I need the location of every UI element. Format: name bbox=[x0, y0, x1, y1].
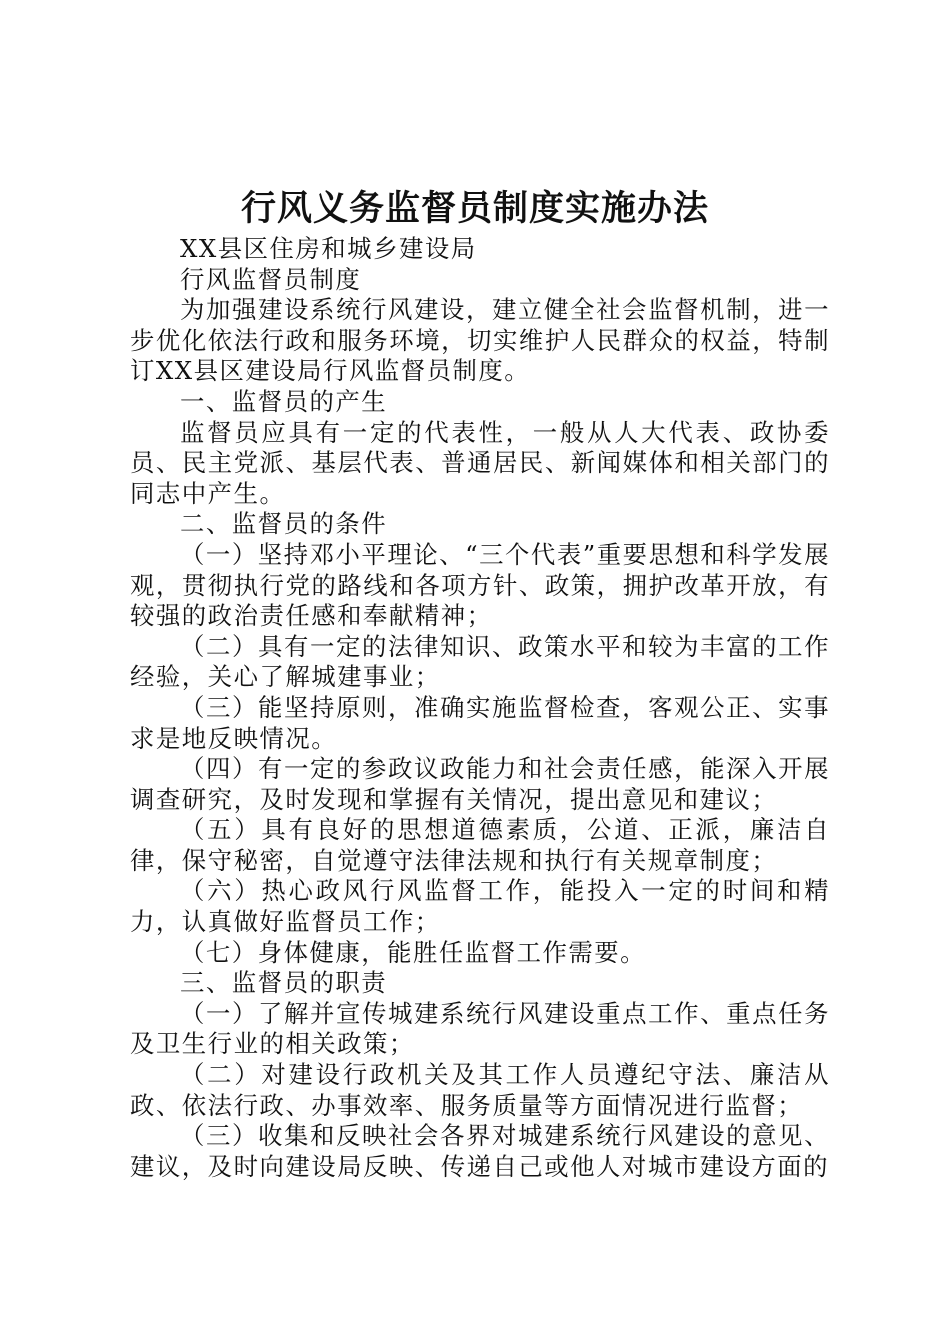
list-item: （一）坚持邓小平理论、“三个代表”重要思想和科学发展观，贯彻执行党的路线和各项方针、政策，拥护改革开放，有较强的政治责任感和奉献精神； bbox=[130, 539, 830, 631]
section-heading-2: 二、监督员的条件 bbox=[180, 509, 388, 539]
subtitle-line: 行风监督员制度 bbox=[180, 264, 362, 294]
list-item: （七）身体健康，能胜任监督工作需要。 bbox=[180, 937, 647, 967]
document-body bbox=[130, 234, 830, 1182]
document-title: 行风义务监督员制度实施办法 bbox=[240, 188, 709, 229]
org-name-line: XX县区住房和城乡建设局 bbox=[180, 234, 477, 263]
list-item: （一）了解并宣传城建系统行风建设重点工作、重点任务及卫生行业的相关政策； bbox=[130, 998, 830, 1059]
list-item: （三）收集和反映社会各界对城建系统行风建设的意见、建议，及时向建设局反映、传递自己或他人对城市建设方面的 bbox=[130, 1121, 830, 1181]
section-heading-3: 三、监督员的职责 bbox=[180, 968, 388, 998]
intro-paragraph: 为加强建设系统行风建设，建立健全社会监督机制，进一步优化依法行政和服务环境，切实维护人民群众的权益，特制订XX县区建设局行风监督员制度。 bbox=[130, 295, 830, 386]
list-item: （二）具有一定的法律知识、政策水平和较为丰富的工作经验，关心了解城建事业； bbox=[130, 631, 830, 692]
list-item: （三）能坚持原则，准确实施监督检查，客观公正、实事求是地反映情况。 bbox=[130, 692, 830, 753]
list-item: （六）热心政风行风监督工作，能投入一定的时间和精力，认真做好监督员工作； bbox=[130, 876, 830, 937]
body-paragraph: 监督员应具有一定的代表性，一般从人大代表、政协委员、民主党派、基层代表、普通居民、新闻媒体和相关部门的同志中产生。 bbox=[130, 417, 830, 508]
section-heading-1: 一、监督员的产生 bbox=[180, 386, 388, 416]
list-item: （五）具有良好的思想道德素质，公道、正派，廉洁自律，保守秘密，自觉遵守法律法规和执行有关规章制度； bbox=[130, 815, 830, 875]
list-item: （二）对建设行政机关及其工作人员遵纪守法、廉洁从政、依法行政、办事效率、服务质量等方面情况进行监督； bbox=[130, 1060, 830, 1120]
list-item: （四）有一定的参政议政能力和社会责任感，能深入开展调查研究，及时发现和掌握有关情况，提出意见和建议； bbox=[130, 754, 830, 814]
